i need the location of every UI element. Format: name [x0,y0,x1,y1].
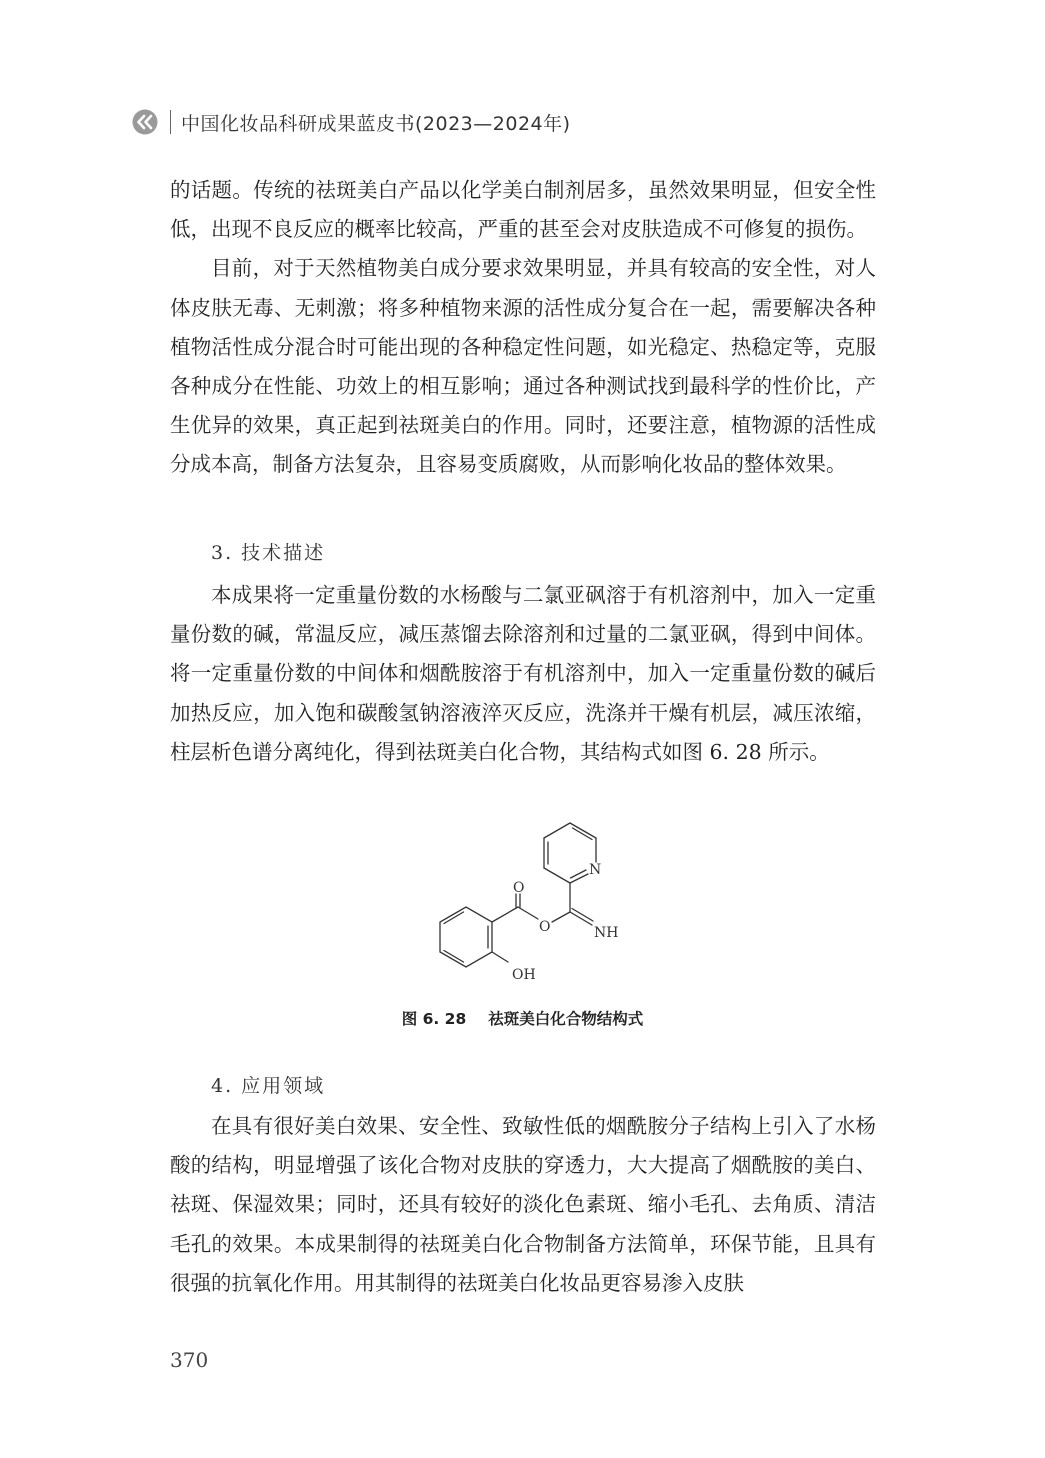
atom-label-n: N [589,862,602,878]
section-heading-3: 3. 技术描述 [211,542,326,564]
pyridine-bond [570,823,596,838]
caption-number: 图 6. 28 [401,1010,467,1028]
caption-text: 祛斑美白化合物结构式 [488,1010,644,1028]
body-text-top [170,171,876,485]
atom-label-o: O [539,919,551,935]
atom-label-oh: OH [512,967,536,983]
structure-diagram [420,816,630,996]
bond-carbonyl-ester-o [518,907,538,919]
page-number: 370 [170,1348,209,1372]
header-divider [170,110,171,134]
section-heading-4: 4. 应用领域 [211,1075,326,1097]
bond-ring-carbonyl [492,907,518,922]
bond-ester-o-imidate [552,912,570,922]
double-chevron-left-icon [132,109,158,135]
book-title: 中国化妆品科研成果蓝皮书(2023—2024年) [181,112,571,135]
pyridine-bond [544,868,570,883]
body-text-section4 [170,1107,876,1303]
paragraph: 在具有很好美白效果、安全性、致敏性低的烟酰胺分子结构上引入了水杨酸的结构，明显增强了该化合物对皮肤的穿透力，大大提高了烟酰胺的美白、祛斑、保湿效果；同时，还具有较好的淡化色素斑、缩小毛孔、去角质、清洁毛孔的效果。本成果制得的祛斑美白化合物制备方法简单，环保节能，且具有很强的抗氧化作用。用其制得的祛斑美白化妆品更容易渗入皮肤 [170,1114,876,1295]
paragraph: 目前，对于天然植物美白成分要求效果明显，并具有较高的安全性，对人体皮肤无毒、无刺激；将多种植物来源的活性成分复合在一起，需要解决各种植物活性成分混合时可能出现的各种稳定性问题，如光稳定、热稳定等，克服各种成分在性能、功效上的相互影响；通过各种测试找到最科学的性价比，产生优异的效果，真正起到祛斑美白的作用。同时，还要注意，植物源的活性成分成本高，制备方法复杂，且容易变质腐败，从而影响化妆品的整体效果。 [170,256,876,477]
pyridine-bond [544,823,570,838]
benzene-ring [440,907,492,967]
atom-label-o: O [513,880,525,896]
page-header [132,106,571,138]
figure-caption [0,1007,1045,1029]
pyridine-bond [570,874,588,883]
atom-label-nh: NH [594,925,619,941]
chemical-structure-figure [420,816,630,996]
bond-ring-oh [492,952,508,962]
paragraph: 的话题。传统的祛斑美白产品以化学美白制剂居多，虽然效果明显，但安全性低，出现不良反应的概率比较高，严重的甚至会对皮肤造成不可修复的损伤。 [170,178,876,242]
paragraph: 本成果将一定重量份数的水杨酸与二氯亚砜溶于有机溶剂中，加入一定重量份数的碱，常温反应，减压蒸馏去除溶剂和过量的二氯亚砜，得到中间体。将一定重量份数的中间体和烟酰胺溶于有机溶剂中，加入一定重量份数的碱后加热反应，加入饱和碳酸氢钠溶液淬灭反应，洗涤并干燥有机层，减压浓缩，柱层析色谱分离纯化，得到祛斑美白化合物，其结构式如图 6. 28 所示。 [170,583,876,764]
body-text-section3 [170,576,876,772]
